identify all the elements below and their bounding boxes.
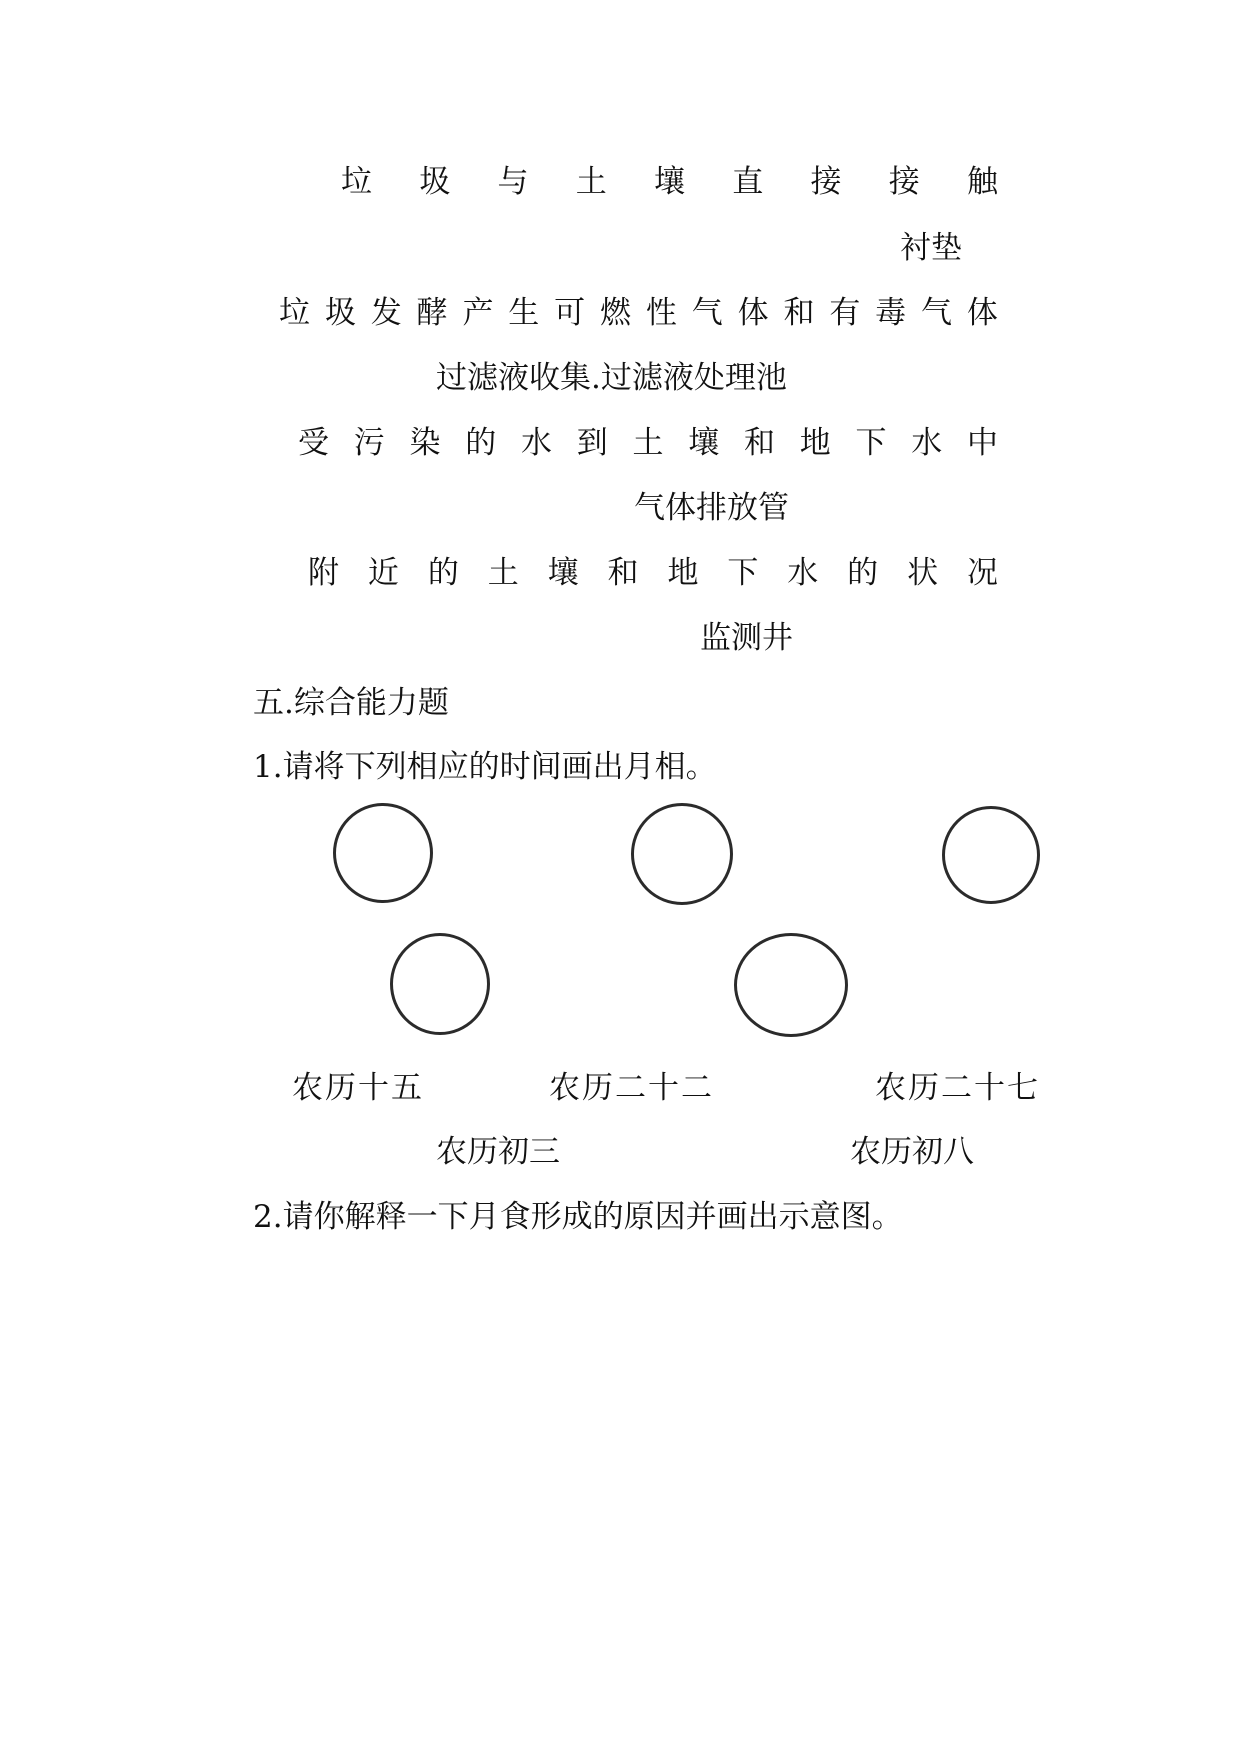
moon-label-day3: 农历初三 [436, 1134, 560, 1170]
match-right-item-2: 过滤液收集.过滤液处理池 [436, 360, 787, 396]
match-right-item-4: 监测井 [700, 620, 793, 656]
match-right-item-1: 衬垫 [900, 230, 962, 266]
match-left-item-3: 受 污 染 的 水 到 土 壤 和 地 下 水 中 [298, 425, 998, 461]
moon-circle-day15[interactable] [333, 803, 433, 903]
moon-circle-day27[interactable] [942, 806, 1040, 904]
section-heading: 五.综合能力题 [253, 685, 449, 721]
moon-label-day8: 农历初八 [850, 1134, 974, 1170]
moon-label-day22: 农历二十二 [549, 1070, 714, 1106]
match-left-item-2: 垃 圾 发 酵 产 生 可 燃 性 气 体 和 有 毒 气 体 [279, 295, 998, 331]
moon-label-day15: 农历十五 [292, 1070, 424, 1106]
question-1: 1.请将下列相应的时间画出月相。 [253, 749, 717, 785]
match-right-item-3: 气体排放管 [634, 490, 789, 526]
moon-label-day27: 农历二十七 [875, 1070, 1040, 1106]
question-2: 2.请你解释一下月食形成的原因并画出示意图。 [253, 1199, 903, 1235]
moon-circle-day3[interactable] [390, 933, 490, 1035]
moon-circle-day22[interactable] [631, 803, 733, 905]
match-left-item-4: 附 近 的 土 壤 和 地 下 水 的 状 况 [308, 555, 998, 591]
moon-circle-day8[interactable] [734, 933, 848, 1037]
match-left-item-1: 垃 圾 与 土 壤 直 接 接 触 [341, 164, 998, 200]
